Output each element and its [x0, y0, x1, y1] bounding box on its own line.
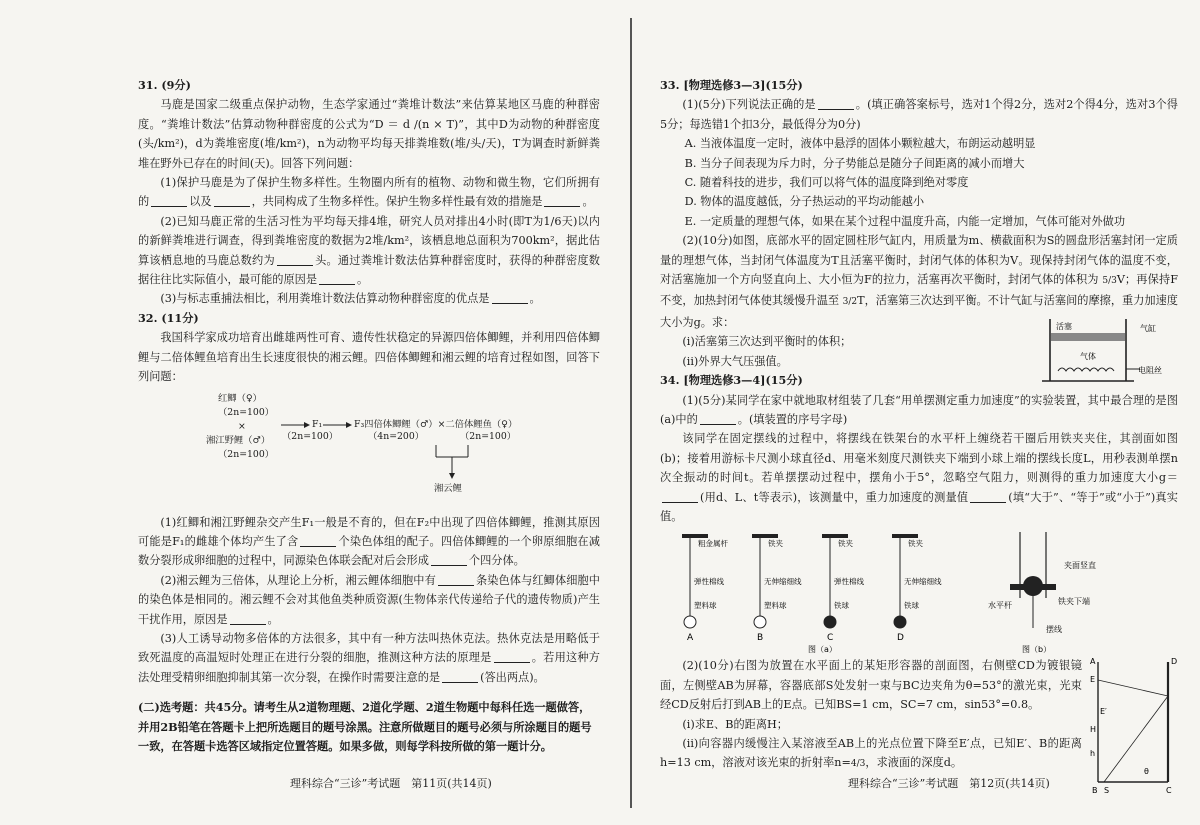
- wire-label: 电阻丝: [1138, 366, 1162, 376]
- q32-intro: 我国科学家成功培育出雌雄两性可育、遗传性状稳定的异源四倍体鲫鲤，并利用四倍体鲫鲤与二倍体鲤鱼培育出生长速度很快的湘云鲤。四倍体鲫鲤和湘云鲤的培育过程如图，回答下列问题：: [138, 331, 600, 384]
- gas-label: 气体: [1080, 352, 1096, 362]
- pendulum-a: [682, 534, 942, 643]
- flow-arrows: [138, 391, 578, 509]
- q34-sub1: (1)(5分)某同学在家中就地取材组装了几套“用单摆测定重力加速度”的实验装置，其中最合理的是图(a)中的 。(填装置的序号字母): [660, 393, 1178, 426]
- parent-female: 红鲫（♀）: [218, 392, 262, 404]
- answer-blank[interactable]: [970, 490, 1006, 503]
- q31-sub1: (1)保护马鹿是为了保护生物多样性。生物圈内所有的植物、动物和微生物，它们所拥有的 以及 ，共同构成了生物多样性。保护生物多样性最有效的措施是 。: [138, 176, 600, 209]
- pendulum-support: [682, 534, 708, 538]
- q33-sub2-ii: (ii)外界大气压强值。: [682, 354, 788, 368]
- fraction: 3/2: [842, 297, 858, 308]
- answer-blank[interactable]: [230, 612, 266, 625]
- line-label: 摆线: [1046, 625, 1062, 635]
- cylinder-figure: [1034, 309, 1174, 393]
- q34-title: 34. [物理选修3—4](15分): [660, 373, 803, 388]
- answer-blank[interactable]: [319, 272, 355, 285]
- q33-option-d: D. 物体的温度越低，分子热运动的平均动能越小: [684, 195, 925, 209]
- bob-label: 铁球: [904, 601, 919, 611]
- carp-ploidy: （2n=100）: [460, 430, 517, 442]
- point-b: B: [1092, 786, 1098, 796]
- bob-label: 塑料球: [764, 601, 787, 611]
- q31-sub3: (3)与标志重捕法相比，利用粪堆计数法估算动物种群密度的优点是 。: [160, 292, 541, 306]
- face-label: 夹面竖直: [1064, 561, 1096, 571]
- q33-sub2: (2)(10分)如图，底部水平的固定圆柱形气缸内，用质量为m、横截面积为S的圆盘形活塞封闭一定质量的理想气体，当封闭气体温度为T且活塞平衡时，封闭气体的体积为V。现保持封闭气体的温度不变，对活塞施加一个方向竖直向上、大小恒为F的拉力，活塞再次平衡时，封闭气体的体积为 5/3V；再保持F不变，加热封闭气体使其缓慢升温至 3/2T，活塞第三次达到平衡。不计气缸与活塞间的摩擦，重力加速度大小为g。求：: [660, 234, 1179, 329]
- q32-sub3: (3)人工诱导动物多倍体的方法很多，其中有一种方法叫热休克法。热休克法是用略低于致死温度的高温短时处理正在进行分裂的细胞，推测这种方法的原理是 。若用这种方法处理受精卵细胞抑制其第一次分裂，在操作时需要注意的是 (答出两点)。: [138, 631, 600, 684]
- q34-sub2-i: (i)求E、B的距离H；: [682, 717, 788, 731]
- q33-sub2-block: [660, 231, 1179, 376]
- q34-sub2-ii: (ii)向容器内缓慢注入某溶液至AB上的光点位置下降至E′点，已知E′、B的距离h=13 cm，溶液对该光束的折射率n=4/3，求液面的深度d。: [660, 736, 1082, 770]
- left-page-footer: 理科综合“三诊”考试题 第11页(共14页): [290, 777, 492, 790]
- angle-theta: θ: [1144, 767, 1149, 777]
- answer-blank[interactable]: [494, 650, 530, 663]
- answer-blank[interactable]: [492, 291, 528, 304]
- string-label: 弹性棉线: [834, 577, 864, 587]
- answer-blank[interactable]: [277, 253, 313, 266]
- q33-option-b: B. 当分子间表现为斥力时，分子势能总是随分子间距离的减小而增大: [684, 156, 1025, 170]
- fraction: 5/3: [1102, 276, 1117, 287]
- point-e-prime: E′: [1100, 707, 1107, 717]
- q32-sub1: (1)红鲫和湘江野鲤杂交产生F₁一般是不育的，但在F₂中出现了四倍体鲫鲤，推测其原因可能是F₁的雌雄个体均产生了含 个染色体组的配子。四倍体鲫鲤的一个卵原细胞在减数分裂形成卵细胞的过程中，同源染色体联会配对后会形成 个四分体。: [138, 515, 600, 568]
- right-page: [640, 0, 1200, 825]
- setup-letter: A: [687, 633, 694, 644]
- parent-female-ploidy: （2n=100）: [218, 406, 275, 418]
- q33-sub1: (1)(5分)下列说法正确的是 。(填正确答案标号，选对1个得2分，选对2个得4分，选对3个得5分；每选错1个扣3分，最低得分为0分): [660, 98, 1178, 131]
- string-label: 无伸缩细线: [764, 577, 802, 587]
- point-c: C: [1166, 786, 1172, 796]
- q33-option-a: A. 当液体温度一定时，液体中悬浮的固体小颗粒越大，布朗运动越明显: [684, 137, 1036, 151]
- support-label: 粗金属杆: [698, 539, 728, 549]
- answer-blank[interactable]: [818, 97, 854, 110]
- q31-intro: 马鹿是国家二级重点保护动物，生态学家通过“粪堆计数法”来估算某地区马鹿的种群密度。“粪堆计数法”估算动物种群密度的公式为“D ＝ d /(n × T)”，其中D为动物的种群密度(头/km²)，d为粪堆密度(堆/km²)，n为动物平均每天排粪堆数(堆/头/天)，T为调查时新鲜粪堆在野外已存在的时间(天)。回答下列问题：: [138, 98, 600, 170]
- q33-option-c: C. 随着科技的进步，我们可以将气体的温度降到绝对零度: [684, 176, 969, 190]
- support-label: 铁夹: [768, 539, 783, 549]
- point-s: S: [1104, 786, 1110, 796]
- answer-blank[interactable]: [431, 553, 467, 566]
- f1-ploidy: （2n=100）: [282, 430, 339, 442]
- setup-letter: D: [897, 633, 904, 644]
- elective-instructions: (二)选考题：共45分。请考生从2道物理题、2道化学题、2道生物题中每科任选一题做答，并用2B铅笔在答题卡上把所选题目的题号涂黑。注意所做题目的题号必须与所涂题目的题号一致，在答题卡选答区域指定位置答题。如果多做，则每学科按所做的第一题计分。: [138, 700, 592, 754]
- result-label: 湘云鲤: [434, 482, 462, 494]
- string-label: 弹性棉线: [694, 577, 724, 587]
- breeding-flow-diagram: [138, 391, 600, 511]
- answer-blank[interactable]: [438, 573, 474, 586]
- answer-blank[interactable]: [544, 194, 580, 207]
- bob-label: 铁球: [834, 601, 849, 611]
- q33-sub2-i: (i)活塞第三次达到平衡时的体积；: [682, 335, 852, 349]
- pendulum-support: [892, 534, 918, 538]
- page-fold-line: [630, 18, 632, 808]
- f3-ploidy: （4n=200）: [368, 430, 425, 442]
- rod-label: 水平杆: [988, 601, 1012, 611]
- point-e: E: [1090, 675, 1096, 685]
- pendulum-bob: [824, 616, 836, 628]
- figure-a-caption: 图（a）: [808, 645, 837, 655]
- q33-option-e: E. 一定质量的理想气体，如果在某个过程中温度升高，内能一定增加，气体可能对外做功: [684, 214, 1126, 228]
- q31-sub2: (2)已知马鹿正常的生活习性为平均每天排4堆，研究人员对排出4小时(即T为1/6天)以内的新鲜粪堆进行调查，得到粪堆密度的数据为2堆/km²，该栖息地总面积为700km²，据此估算该栖息地的马鹿总数约为 头。通过粪堆计数法估算种群密度时，获得的种群密度数据往往比实际值小，最可能的原因是 。: [138, 214, 600, 287]
- pendulum-bob: [754, 616, 766, 628]
- pendulum-support: [752, 534, 778, 538]
- parent-male-ploidy: （2n=100）: [218, 448, 275, 460]
- length-h-lower: h: [1090, 749, 1096, 759]
- answer-blank[interactable]: [442, 670, 478, 683]
- q31-title: 31. (9分): [138, 78, 191, 92]
- support-label: 铁夹: [838, 539, 853, 549]
- setup-letter: C: [827, 633, 834, 644]
- piston-label: 活塞: [1056, 322, 1072, 332]
- setup-letter: B: [757, 633, 764, 644]
- pendulum-support: [822, 534, 848, 538]
- pendulum-bob: [894, 616, 906, 628]
- pendulum-b-figure: [988, 532, 1096, 654]
- right-page-footer: 理科综合“三诊”考试题 第12页(共14页): [848, 777, 1050, 790]
- f1-label: F₁: [312, 418, 323, 430]
- pendulum-bob: [684, 616, 696, 628]
- container-figure: [1088, 656, 1178, 796]
- figure-b-caption: 图（b）: [1022, 645, 1052, 655]
- answer-blank[interactable]: [662, 490, 698, 503]
- answer-blank[interactable]: [300, 534, 336, 547]
- answer-blank[interactable]: [700, 412, 736, 425]
- point-a: A: [1090, 657, 1096, 667]
- q34-sub1-cont: 该同学在固定摆线的过程中，将摆线在铁架台的水平杆上缠绕若干圈后用铁夹夹住，其剖面如图(b)；接着用游标卡尺测小球直径d、用毫米刻度尺测铁夹下端到小球上端的摆线长度L，用秒表测单摆n次全振动的时间t。若单摆摆动过程中，摆角小于5°，忽略空气阻力，则测得的重力加速度大小g＝(用d、L、t等表示)，该测量中，重力加速度的测量值 (填“大于”、“等于”或“小于”)真实值。: [660, 432, 1178, 523]
- length-h-upper: H: [1090, 725, 1097, 735]
- support-label: 铁夹: [908, 539, 923, 549]
- cylinder-label: 气缸: [1140, 324, 1156, 334]
- answer-blank[interactable]: [214, 194, 250, 207]
- parent-male: 湘江野鲤（♂）: [206, 434, 271, 446]
- string-label: 无伸缩细线: [904, 577, 942, 587]
- q32-sub2: (2)湘云鲤为三倍体，从理论上分析，湘云鲤体细胞中有 条染色体与红鲫体细胞中的染色体是相同的。湘云鲤不会对其他鱼类种质资源(生物体亲代传递给子代的遗传物质)产生干扰作用，原因是 。: [138, 573, 600, 626]
- pendulum-figures: [660, 528, 1180, 656]
- q34-sub2: (2)(10分)右图为放置在水平面上的某矩形容器的剖面图，右侧壁CD为镀银镜面，左侧壁AB为屏幕，容器底部S处发射一束与BC边夹角为θ=53°的激光束，光束经CD反射后打到AB上的E点。已知BS=1 cm，SC=7 cm，sin53°=0.8。: [660, 659, 1082, 712]
- q33-title: 33. [物理选修3—3](15分): [660, 78, 803, 92]
- f3-cross-label: F₃四倍体鲫鲤（♂）×二倍体鲤鱼（♀）: [354, 418, 518, 430]
- bob-label: 塑料球: [694, 601, 717, 611]
- clip-label: 铁夹下端: [1058, 597, 1090, 607]
- point-d: D: [1171, 657, 1178, 667]
- answer-blank[interactable]: [151, 194, 187, 207]
- fraction: 4/3: [850, 759, 866, 770]
- cross-symbol: ×: [238, 420, 246, 432]
- q32-title: 32. (11分): [138, 310, 199, 325]
